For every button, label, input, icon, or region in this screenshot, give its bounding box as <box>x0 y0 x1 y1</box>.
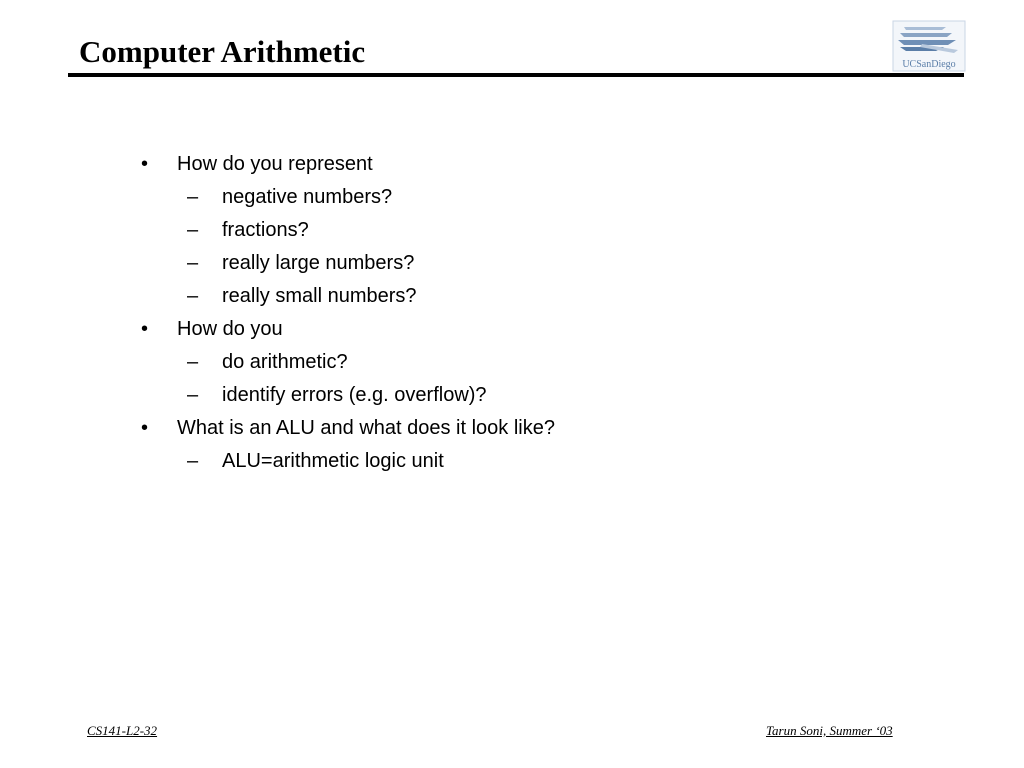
title-divider <box>68 73 964 77</box>
sub-bullet-text: fractions? <box>222 219 309 241</box>
sub-bullet-text: really large numbers? <box>222 252 415 274</box>
bullet-marker: • <box>141 417 149 439</box>
footer-slide-id: CS141-L2-32 <box>87 723 158 738</box>
sub-bullet-marker: – <box>187 252 199 274</box>
bullet-text: How do you <box>177 318 283 340</box>
sub-bullet-text: ALU=arithmetic logic unit <box>222 450 444 472</box>
footer-author: Tarun Soni, Summer ‘03 <box>766 723 893 738</box>
sub-bullet-text: really small numbers? <box>222 285 417 307</box>
sub-bullet-marker: – <box>187 219 199 241</box>
list-item <box>0 280 1024 313</box>
sub-bullet-marker: – <box>187 186 199 208</box>
list-item <box>0 346 1024 379</box>
sub-bullet-marker: – <box>187 285 199 307</box>
ucsd-logo-icon <box>892 20 966 72</box>
list-item <box>0 313 1024 346</box>
bullet-marker: • <box>141 153 149 175</box>
list-item <box>0 412 1024 445</box>
list-item <box>0 379 1024 412</box>
slide-title: Computer Arithmetic <box>79 34 366 69</box>
list-item <box>0 445 1024 478</box>
bullet-text: What is an ALU and what does it look like? <box>177 417 555 439</box>
logo-wordmark: UCSanDiego <box>902 59 956 70</box>
sub-bullet-text: negative numbers? <box>222 186 393 208</box>
list-item <box>0 148 1024 181</box>
sub-bullet-marker: – <box>187 450 199 472</box>
list-item <box>0 247 1024 280</box>
sub-bullet-text: do arithmetic? <box>222 351 348 373</box>
bullet-marker: • <box>141 318 149 340</box>
sub-bullet-marker: – <box>187 384 199 406</box>
sub-bullet-marker: – <box>187 351 199 373</box>
bullet-list <box>0 148 1024 478</box>
list-item <box>0 181 1024 214</box>
list-item <box>0 214 1024 247</box>
bullet-text: How do you represent <box>177 153 373 175</box>
sub-bullet-text: identify errors (e.g. overflow)? <box>222 384 487 406</box>
